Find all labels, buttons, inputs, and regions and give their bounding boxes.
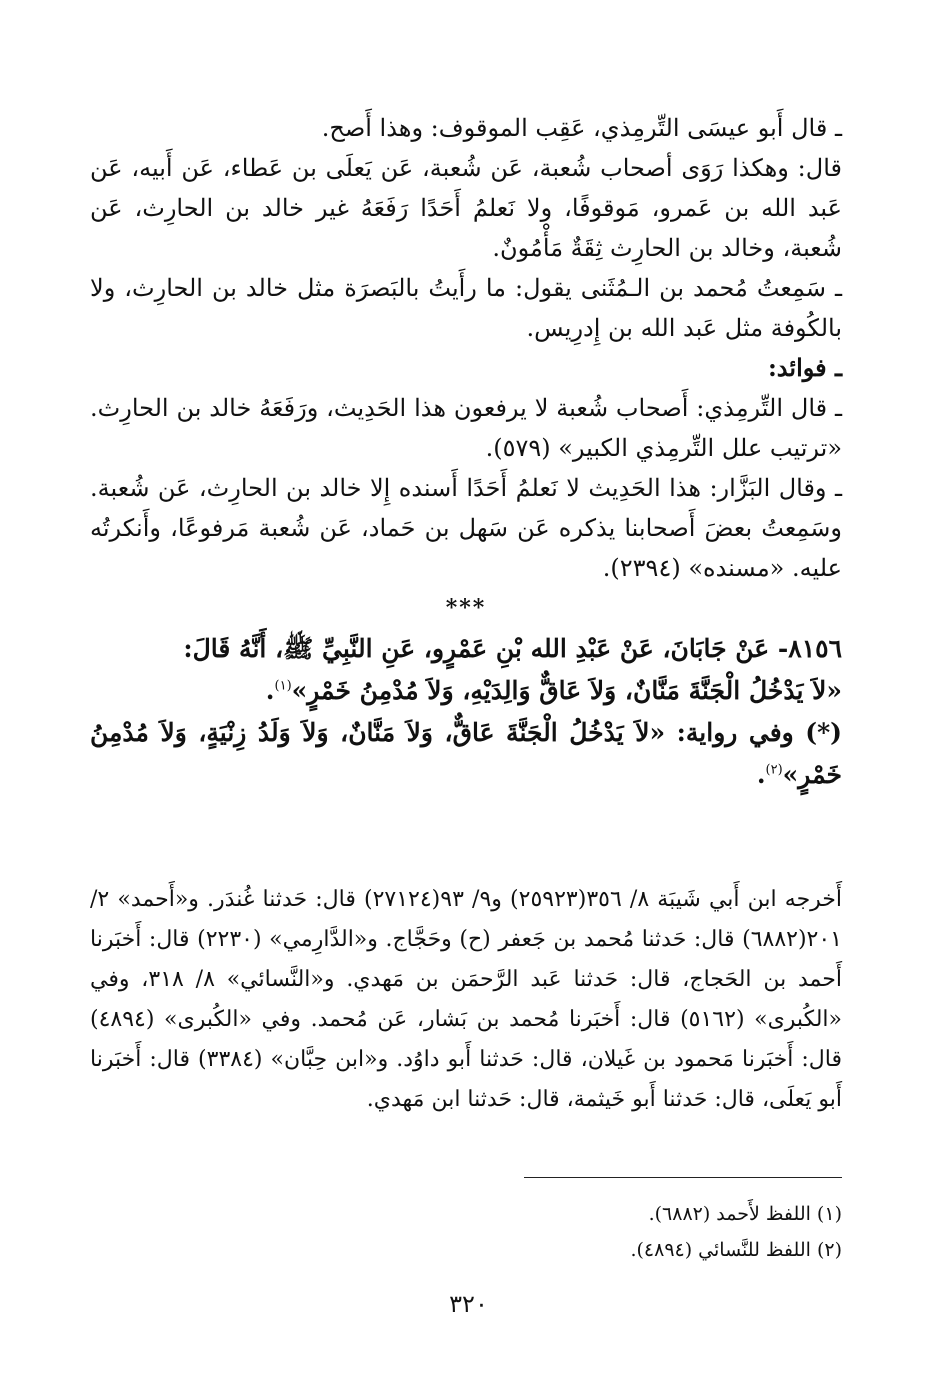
takhrij-block xyxy=(90,880,842,1120)
footnotes xyxy=(90,1196,842,1268)
paragraph-tirmidhi-comment: ـ قال أَبو عيسَى التِّرمِذي، عَقِب الموقوف: وهذا أَصح. xyxy=(321,114,842,142)
footnote-divider xyxy=(524,1177,842,1178)
footnote-ref-2: (٢) xyxy=(765,762,783,778)
hadith-heading: ٨١٥٦- عَنْ جَابَانَ، عَنْ عَبْدِ الله بْنِ عَمْرٍو، عَنِ النَّبِيِّ ﷺ، أَنَّهُ قَالَ: xyxy=(183,634,842,663)
hadith-riwaya: (*) وفي رواية: «لاَ يَدْخُلُ الْجَنَّةَ عَاقٌّ، وَلاَ مَنَّانٌ، وَلاَ وَلَدُ زِنْيَةٍ، وَلاَ مُدْمِنُ خَمْرٍ»$^{(٢)}$. xyxy=(90,718,842,789)
page-number: ٣٢٠ xyxy=(449,1290,488,1318)
footnote-1: (١) اللفظ لأَحمد (٦٨٨٢). xyxy=(648,1203,842,1225)
hadith-text: «لاَ يَدْخُلُ الْجَنَّةَ مَنَّانٌ، وَلاَ عَاقٌّ وَالِدَيْهِ، وَلاَ مُدْمِنُ خَمْرٍ»$^{(١)}$. xyxy=(265,676,842,705)
footnote-2: (٢) اللفظ للنَّسائي (٤٨٩٤). xyxy=(630,1239,842,1261)
takhrij-text: أَخرجه ابن أَبي شَيبَة ٨/ ٣٥٦(٢٥٩٢٣) و٩/ ٩٣(٢٧١٢٤) قال: حَدثنا غُندَر. و«أَحمد» ٢/ ٢٠١(٦٨٨٢) قال: حَدثنا مُحمد بن جَعفر (ح) وحَجَّاج. و«الدَّارِمي» (٢٢٣٠) قال: أَخبَرنا أَحمد بن الحَجاج، قال: حَدثنا عَبد الرَّحمَن بن مَهدي. و«النَّسائي» ٨/ ٣١٨، وفي «الكُبرى» (٥١٦٢) قال: أَخبَرنا مُحمد بن بَشار، عَن مُحمد. وفي «الكُبرى» (٤٨٩٤) قال: أَخبَرنا مَحمود بن غَيلان، قال: حَدثنا أَبو داوُد. و«ابن حِبَّان» (٣٣٨٤) قال: أَخبَرنا أَبو يَعلَى، قال: حَدثنا أَبو خَيثمة، قال: حَدثنا ابن مَهدي. xyxy=(90,887,843,1112)
paragraph-narrators: قال: وهكذا رَوَى أصحاب شُعبة، عَن شُعبة، عَن يَعلَى بن عَطاء، عَن أَبيه، عَن عَبد الله بن عَمرو، مَوقوفًا، ولا نَعلمُ أَحَدًا رَفَعَهُ غير خالد بن الحارِث، عَن شُعبة، وخالد بن الحارِث ثِقَةٌ مَأْمُونٌ. xyxy=(90,154,842,262)
paragraph-bazzar: ـ وقال البَزَّار: هذا الحَدِيث لا نَعلمُ أَحَدًا أَسنده إِلا خالد بن الحارِث، عَن شُعبة. وسَمِعتُ بعضَ أَصحابنا يذكره عَن سَهل بن حَماد، عَن شُعبة مَرفوعًا، وأَنكرتُه عليه. «مسنده» (٢٣٩٤). xyxy=(90,474,842,582)
fawaid-heading: ـ فوائد: xyxy=(767,353,842,382)
paragraph-tirmidhi-fawaid: ـ قال التِّرمِذي: أَصحاب شُعبة لا يرفعون هذا الحَدِيث، ورَفَعَهُ خالد بن الحارِث. «ترتيب علل التِّرمِذي الكبير» (٥٧٩). xyxy=(90,394,842,462)
riwaya-text: (*) وفي رواية: «لاَ يَدْخُلُ الْجَنَّةَ عَاقٌّ، وَلاَ مَنَّانٌ، وَلاَ وَلَدُ زِنْيَةٍ، وَلاَ مُدْمِنُ خَمْرٍ» xyxy=(90,718,842,789)
section-separator: *** xyxy=(445,595,487,621)
footnote-ref-1: (١) xyxy=(274,678,292,694)
hadith-matn: «لاَ يَدْخُلُ الْجَنَّةَ مَنَّانٌ، وَلاَ عَاقٌّ وَالِدَيْهِ، وَلاَ مُدْمِنُ خَمْرٍ» xyxy=(291,676,842,705)
paragraph-muthanna: ـ سَمِعتُ مُحمد بن الـمُثَنى يقول: ما رأَيتُ بالبَصرَة مثل خالد بن الحارِث، ولا بالكُوفة مثل عَبد الله بن إِدرِيس. xyxy=(90,274,842,342)
main-text xyxy=(90,108,842,796)
